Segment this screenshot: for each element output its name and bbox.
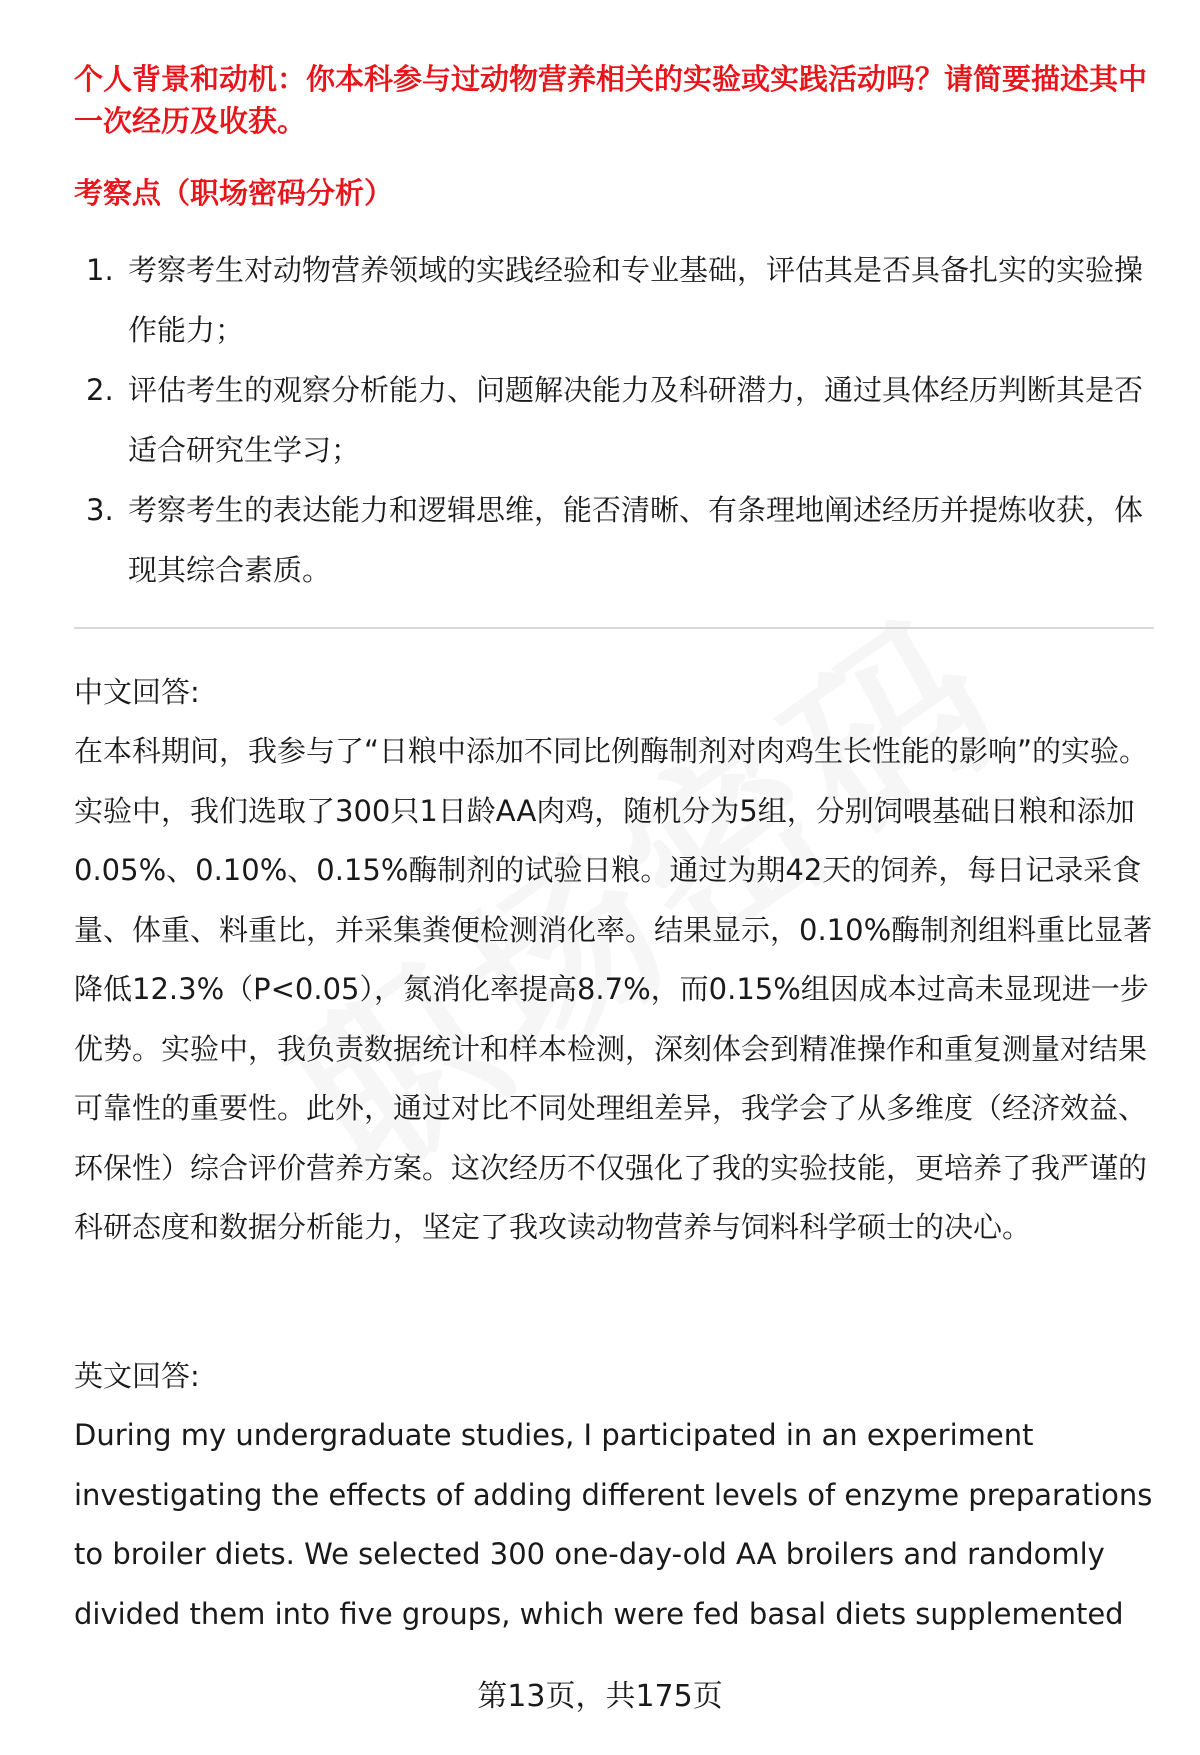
english-answer-text: During my undergraduate studies, I participated in an experiment investigating the effects of adding different levels of enzyme preparations to broiler diets. We selected 300 one-day-old AA broilers and randomly divided them into five groups, which were fed basal diets supplemented [74,1418,1153,1631]
point-text: 评估考生的观察分析能力、问题解决能力及科研潜力，通过具体经历判断其是否适合研究生学习； [128,373,1144,467]
point-number: 1. [86,253,114,287]
focus-title: 考察点（职场密码分析） [74,176,394,210]
chinese-answer-label: 中文回答: [74,675,200,709]
focus-point [74,360,1164,480]
question-heading: 个人背景和动机：你本科参与过动物营养相关的实验或实践活动吗？请简要描述其中一次经历及收获。 [74,62,1148,138]
section-divider [74,627,1154,629]
point-number: 2. [86,373,114,407]
focus-points-list [74,240,1164,600]
focus-point [74,240,1164,360]
focus-point [74,480,1164,600]
point-text: 考察考生的表达能力和逻辑思维，能否清晰、有条理地阐述经历并提炼收获，体现其综合素质。 [128,493,1144,587]
point-text: 考察考生对动物营养领域的实践经验和专业基础，评估其是否具备扎实的实验操作能力； [128,253,1144,347]
page-number-footer: 第13页，共175页 [477,1679,723,1714]
chinese-answer-text: 在本科期间，我参与了“日粮中添加不同比例酶制剂对肉鸡生长性能的影响”的实验。实验中，我们选取了300只1日龄AA肉鸡，随机分为5组，分别饲喂基础日粮和添加0.05%、0.10%、0.15%酶制剂的试验日粮。通过为期42天的饲养，每日记录采食量、体重、料重比，并采集粪便检测消化率。结果显示，0.10%酶制剂组料重比显著降低12.3%（P<0.05），氮消化率提高8.7%，而0.15%组因成本过高未显现进一步优势。实验中，我负责数据统计和样本检测，深刻体会到精准操作和重复测量对结果可靠性的重要性。此外，通过对比不同处理组差异，我学会了从多维度（经济效益、环保性）综合评价营养方案。这次经历不仅强化了我的实验技能，更培养了我严谨的科研态度和数据分析能力，坚定了我攻读动物营养与饲料科学硕士的决心。 [74,734,1153,1244]
english-answer-label: 英文回答: [74,1359,200,1393]
point-number: 3. [86,493,114,527]
